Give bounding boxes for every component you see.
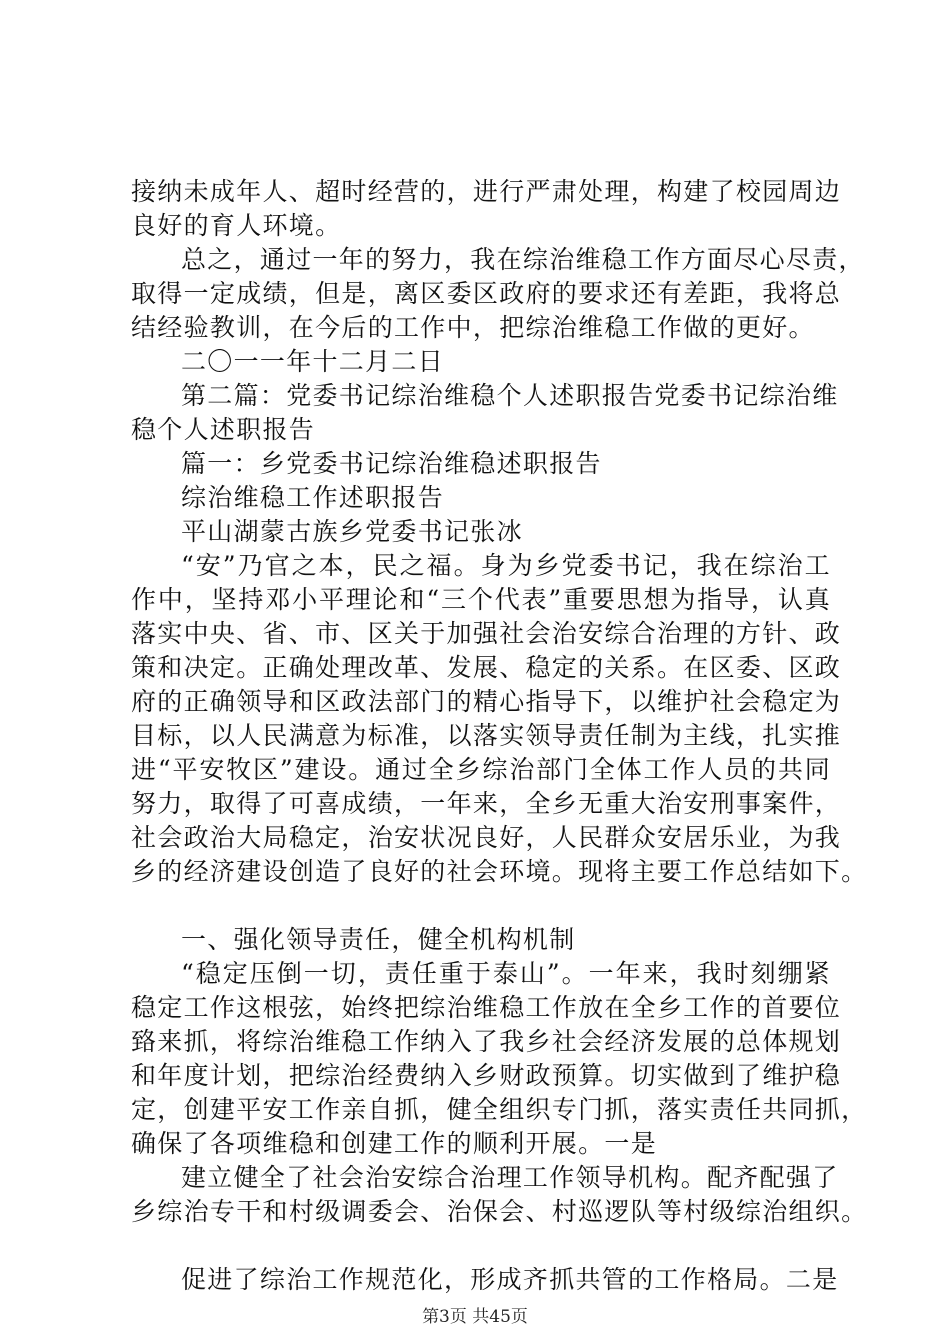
- text-line: 策和决定。正确处理改革、发展、稳定的关系。在区委、区政: [131, 653, 842, 682]
- text-line: 稳定工作这根弦，始终把综治维稳工作放在全乡工作的首要位: [131, 993, 842, 1022]
- text-line: 作中，坚持邓小平理论和“三个代表”重要思想为指导，认真: [131, 585, 831, 614]
- text-line: 努力，取得了可喜成绩，一年来，全乡无重大治安刑事案件，: [131, 789, 842, 818]
- text-line: 臵来抓，将综治维稳工作纳入了我乡社会经济发展的总体规划: [131, 1027, 842, 1056]
- text-line: 促进了综治工作规范化，形成齐抓共管的工作格局。二是: [181, 1265, 839, 1294]
- report-title: 综治维稳工作述职报告: [181, 483, 445, 512]
- text-line: 建立健全了社会治安综合治理工作领导机构。配齐配强了: [181, 1163, 839, 1192]
- text-line: 确保了各项维稳和创建工作的顺利开展。一是: [131, 1129, 658, 1158]
- text-line: 落实中央、省、市、区关于加强社会治安综合治理的方针、政: [131, 619, 842, 648]
- section-heading: 稳个人述职报告: [131, 415, 316, 444]
- section-heading: 第二篇：党委书记综治维稳个人述职报告党委书记综治维: [181, 381, 839, 410]
- text-line: “稳定压倒一切，责任重于泰山”。一年来，我时刻绷紧: [181, 959, 831, 988]
- text-line: 良好的育人环境。: [131, 211, 342, 240]
- section-heading: 一、强化领导责任，健全机构机制: [181, 925, 576, 954]
- date-line: 二〇一一年十二月二日: [181, 347, 445, 376]
- text-line: 定，创建平安工作亲自抓，健全组织专门抓，落实责任共同抓，: [131, 1095, 868, 1124]
- text-line: 总之，通过一年的努力，我在综治维稳工作方面尽心尽责，: [181, 245, 865, 274]
- page-footer: 第3页 共45页: [422, 1307, 528, 1327]
- text-line: 乡的经济建设创造了良好的社会环境。现将主要工作总结如下。: [131, 857, 868, 886]
- text-line: 目标，以人民满意为标准，以落实领导责任制为主线，扎实推: [131, 721, 842, 750]
- author-line: 平山湖蒙古族乡党委书记张冰: [181, 517, 523, 546]
- text-line: 乡综治专干和村级调委会、治保会、村巡逻队等村级综治组织。: [131, 1197, 868, 1226]
- text-line: 府的正确领导和区政法部门的精心指导下，以维护社会稳定为: [131, 687, 842, 716]
- text-line: 和年度计划，把综治经费纳入乡财政预算。切实做到了维护稳: [131, 1061, 842, 1090]
- text-line: 社会政治大局稳定，治安状况良好，人民群众安居乐业，为我: [131, 823, 842, 852]
- section-heading: 篇一：乡党委书记综治维稳述职报告: [181, 449, 602, 478]
- text-line: 进“平安牧区”建设。通过全乡综治部门全体工作人员的共同: [131, 755, 831, 784]
- text-line: 接纳未成年人、超时经营的，进行严肃处理，构建了校园周边: [131, 177, 842, 206]
- text-line: 结经验教训，在今后的工作中，把综治维稳工作做的更好。: [131, 313, 815, 342]
- text-line: 取得一定成绩，但是，离区委区政府的要求还有差距，我将总: [131, 279, 842, 308]
- text-line: “安”乃官之本，民之福。身为乡党委书记，我在综治工: [181, 551, 831, 580]
